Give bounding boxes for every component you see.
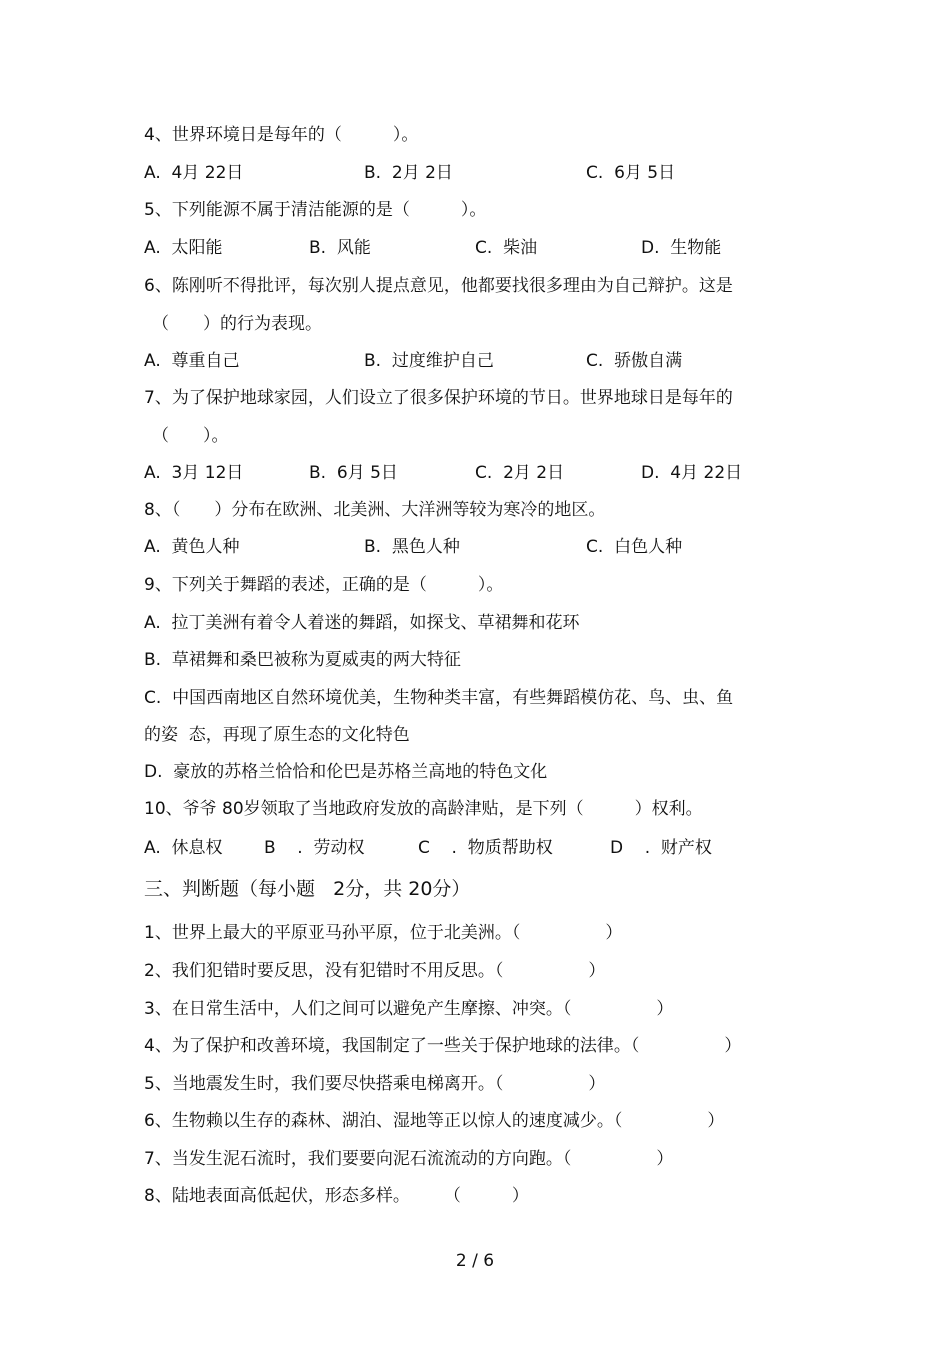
question-4-stem: 4、世界环境日是每年的（ ）。 bbox=[144, 125, 419, 145]
question-9-option-b: B. 草裙舞和桑巴被称为夏威夷的两大特征 bbox=[144, 650, 461, 670]
judgment-item: 4、为了保护和改善环境，我国制定了一些关于保护地球的法律。（ ） bbox=[144, 1036, 742, 1056]
question-7-option-b: B. 6月 5日 bbox=[309, 463, 398, 483]
question-9-option-a: A. 拉丁美洲有着令人着迷的舞蹈，如探戈、草裙舞和花环 bbox=[144, 613, 580, 633]
question-6-stem: 6、陈刚听不得批评，每次别人提点意见，他都要找很多理由为自己辩护。这是 bbox=[144, 276, 733, 296]
judgment-item: 1、世界上最大的平原亚马孙平原，位于北美洲。（ ） bbox=[144, 923, 623, 943]
judgment-item: 3、在日常生活中，人们之间可以避免产生摩擦、冲突。（ ） bbox=[144, 999, 674, 1019]
question-4-option-a: A. 4月 22日 bbox=[144, 163, 244, 183]
page-number: 2 / 6 bbox=[455, 1251, 495, 1271]
question-9-option-c-cont: 的姿 态，再现了原生态的文化特色 bbox=[144, 725, 410, 745]
judgment-item: 2、我们犯错时要反思，没有犯错时不用反思。（ ） bbox=[144, 961, 606, 981]
question-10-option-c: C . 物质帮助权 bbox=[418, 838, 553, 858]
question-10-option-b: B . 劳动权 bbox=[264, 838, 365, 858]
question-6-option-a: A. 尊重自己 bbox=[144, 351, 240, 371]
question-8-stem: 8、（ ）分布在欧洲、北美洲、大洋洲等较为寒冷的地区。 bbox=[144, 500, 606, 520]
question-7-stem: 7、为了保护地球家园，人们设立了很多保护环境的节日。世界地球日是每年的 bbox=[144, 388, 733, 408]
question-7-option-d: D. 4月 22日 bbox=[641, 463, 743, 483]
question-8-option-a: A. 黄色人种 bbox=[144, 537, 240, 557]
question-9-option-d: D. 豪放的苏格兰恰恰和伦巴是苏格兰高地的特色文化 bbox=[144, 762, 548, 782]
judgment-item: 5、当地震发生时，我们要尽快搭乘电梯离开。（ ） bbox=[144, 1074, 606, 1094]
question-6-option-b: B. 过度维护自己 bbox=[364, 351, 494, 371]
question-7-stem-cont: （ ）。 bbox=[152, 426, 229, 446]
question-4-option-b: B. 2月 2日 bbox=[364, 163, 453, 183]
question-7-option-a: A. 3月 12日 bbox=[144, 463, 244, 483]
question-9-option-c: C. 中国西南地区自然环境优美，生物种类丰富，有些舞蹈模仿花、鸟、虫、鱼 bbox=[144, 688, 734, 708]
judgment-item: 8、陆地表面高低起伏，形态多样。 （ ） bbox=[144, 1186, 529, 1206]
question-6-stem-cont: （ ）的行为表现。 bbox=[152, 314, 322, 334]
question-5-option-b: B. 风能 bbox=[309, 238, 371, 258]
question-10-stem: 10、爷爷 80岁领取了当地政府发放的高龄津贴，是下列（ ）权利。 bbox=[144, 799, 703, 819]
section-title: 三、判断题（每小题 2分，共 20分） bbox=[144, 878, 471, 900]
question-10-option-a: A. 休息权 bbox=[144, 838, 223, 858]
question-5-stem: 5、下列能源不属于清洁能源的是（ ）。 bbox=[144, 200, 487, 220]
question-7-option-c: C. 2月 2日 bbox=[475, 463, 565, 483]
question-10-option-d: D . 财产权 bbox=[610, 838, 712, 858]
question-9-stem: 9、下列关于舞蹈的表述，正确的是（ ）。 bbox=[144, 575, 504, 595]
question-5-option-a: A. 太阳能 bbox=[144, 238, 223, 258]
question-6-option-c: C. 骄傲自满 bbox=[586, 351, 683, 371]
question-5-option-c: C. 柴油 bbox=[475, 238, 538, 258]
question-8-option-c: C. 白色人种 bbox=[586, 537, 683, 557]
question-8-option-b: B. 黑色人种 bbox=[364, 537, 460, 557]
judgment-item: 6、生物赖以生存的森林、湖泊、湿地等正以惊人的速度减少。（ ） bbox=[144, 1111, 725, 1131]
question-4-option-c: C. 6月 5日 bbox=[586, 163, 676, 183]
judgment-item: 7、当发生泥石流时，我们要要向泥石流流动的方向跑。（ ） bbox=[144, 1149, 674, 1169]
question-5-option-d: D. 生物能 bbox=[641, 238, 722, 258]
